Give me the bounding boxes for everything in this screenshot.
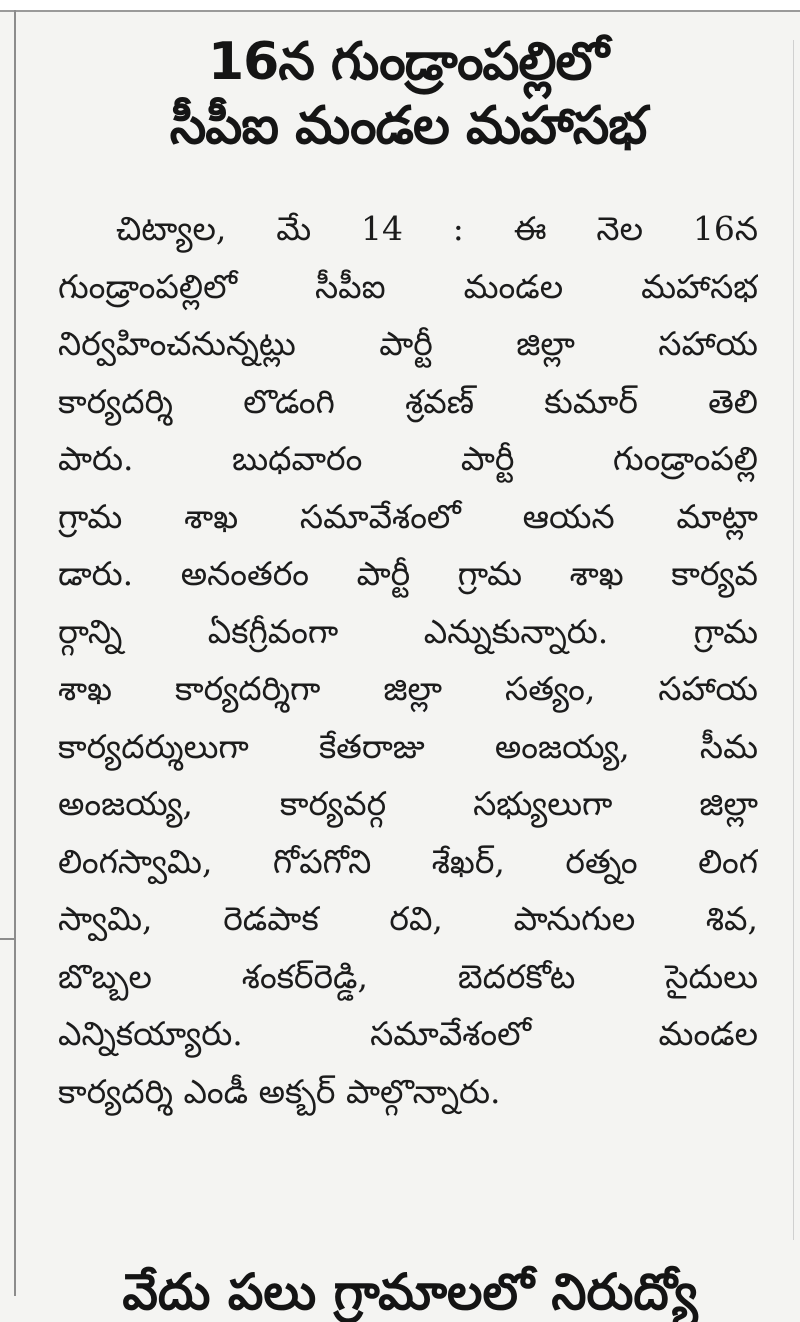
body-line: పారు. బుధవారం పార్టీ గుండ్రాంపల్లి: [58, 439, 758, 478]
body-line: చిట్యాల, మే 14 : ఈ నెల 16న: [116, 209, 758, 248]
body-line: కార్యదర్శులుగా కేతరాజు అంజయ్య, సీమ: [58, 726, 758, 766]
column-divider-tick: [0, 938, 14, 940]
headline-line-2: సీపీఐ మండల మహాసభ: [169, 96, 647, 156]
news-article: [58, 30, 758, 1120]
body-line: లింగస్వామి, గోపగోని శేఖర్, రత్నం లింగ: [58, 841, 758, 881]
body-line: కార్యదర్శి ఎండీ అక్బర్ పాల్గొన్నారు.: [58, 1071, 501, 1111]
body-line: బొబ్బల శంకర్‌రెడ్డి, బెదరకోట సైదులు: [58, 956, 758, 996]
article-body: [58, 200, 758, 1120]
body-line: ఎన్నికయ్యారు. సమావేశంలో మండల: [58, 1014, 758, 1053]
body-line: ర్గాన్ని ఏకగ్రీవంగా ఎన్నుకున్నారు. గ్రామ: [58, 611, 758, 651]
body-line: శాఖ కార్యదర్శిగా జిల్లా సత్యం, సహాయ: [58, 669, 758, 708]
body-line: గుండ్రాంపల్లిలో సీపీఐ మండల మహాసభ: [58, 266, 758, 306]
headline-line-1: 16న గుండ్రాంపల్లిలో: [207, 32, 609, 92]
body-line: గ్రామ శాఖ సమావేశంలో ఆయన మాట్లా: [58, 496, 758, 536]
body-line: స్వామి, రెడపాక రవి, పానుగుల శివ,: [58, 899, 758, 938]
body-line: అంజయ్య, కార్యవర్గ సభ్యులుగా జిల్లా: [58, 784, 758, 823]
right-column-rule: [793, 40, 794, 1240]
body-line: కార్యదర్శి లొడంగి శ్రవణ్ కుమార్ తెలి: [58, 381, 758, 421]
article-headline: [58, 30, 758, 158]
body-line: డారు. అనంతరం పార్టీ గ్రామ శాఖ కార్యవ: [58, 554, 758, 593]
body-line: నిర్వహించనున్నట్లు పార్టీ జిల్లా సహాయ: [58, 324, 758, 363]
next-article-headline-partial: వేదు పలు గ్రామాలలో నిరుద్యో: [122, 1263, 698, 1321]
left-column-rule: [14, 10, 16, 1296]
top-column-rule: [0, 0, 800, 12]
